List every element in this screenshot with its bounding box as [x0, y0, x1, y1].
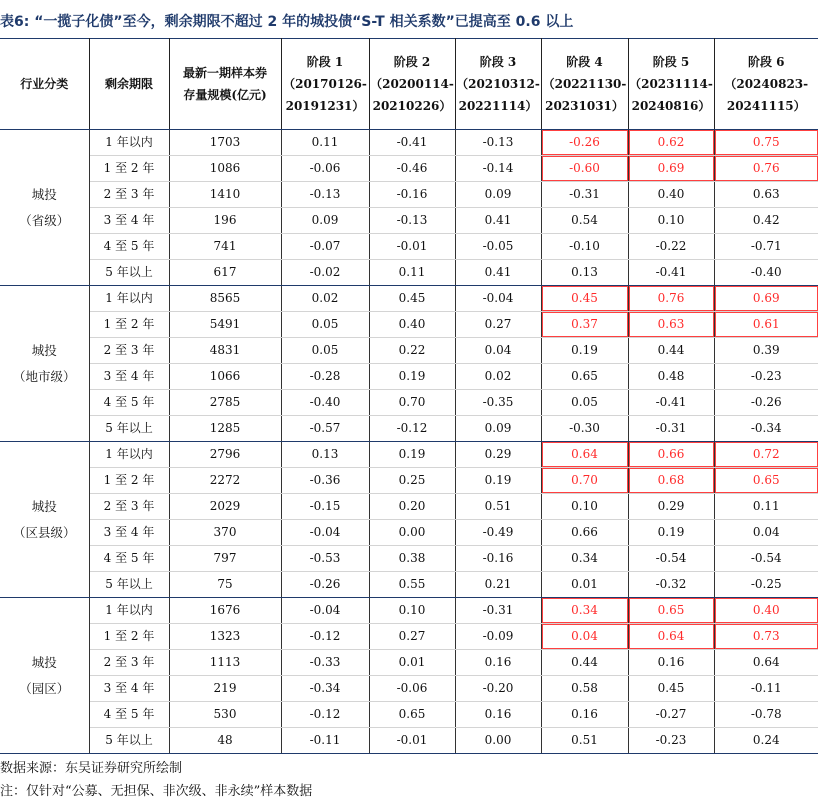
column-header-line: 20241115）	[726, 99, 806, 113]
correlation-cell: -0.34	[281, 676, 369, 702]
column-header-line: 20231031）	[545, 99, 624, 113]
category-cell	[0, 286, 89, 442]
correlation-cell: 0.66	[628, 442, 714, 468]
table-row	[0, 598, 818, 624]
table-row	[0, 728, 818, 754]
correlation-cell: 0.39	[714, 338, 818, 364]
correlation-cell: -0.13	[281, 182, 369, 208]
correlation-cell: 0.27	[369, 624, 455, 650]
size-cell: 5491	[169, 312, 281, 338]
correlation-cell: 0.45	[541, 286, 628, 312]
size-cell: 4831	[169, 338, 281, 364]
size-cell: 1066	[169, 364, 281, 390]
correlation-cell: -0.23	[628, 728, 714, 754]
column-header	[89, 39, 169, 130]
table-header-row	[0, 39, 818, 130]
correlation-cell: -0.26	[714, 390, 818, 416]
correlation-cell: 0.72	[714, 442, 818, 468]
category-label: （省级）	[19, 212, 70, 228]
column-header-line: （20231114-	[629, 77, 713, 91]
correlation-cell: 0.63	[714, 182, 818, 208]
correlation-cell: -0.31	[541, 182, 628, 208]
column-header-line: 阶段 4	[566, 55, 603, 69]
correlation-cell: 0.10	[541, 494, 628, 520]
size-cell: 617	[169, 260, 281, 286]
correlation-cell: -0.04	[455, 286, 541, 312]
correlation-cell: -0.16	[455, 546, 541, 572]
correlation-cell: 0.05	[281, 338, 369, 364]
correlation-cell: 0.25	[369, 468, 455, 494]
term-cell: 4 至 5 年	[89, 546, 169, 572]
table-row	[0, 494, 818, 520]
correlation-cell: -0.78	[714, 702, 818, 728]
correlation-cell: 0.68	[628, 468, 714, 494]
size-cell: 1086	[169, 156, 281, 182]
column-header	[369, 39, 455, 130]
size-cell: 1410	[169, 182, 281, 208]
correlation-cell: -0.06	[369, 676, 455, 702]
correlation-cell: 0.51	[455, 494, 541, 520]
category-label: 城投	[31, 186, 57, 202]
term-cell: 2 至 3 年	[89, 338, 169, 364]
correlation-cell: 0.04	[714, 520, 818, 546]
column-header	[169, 39, 281, 130]
correlation-cell: 0.16	[455, 650, 541, 676]
term-cell: 1 至 2 年	[89, 624, 169, 650]
category-label: 城投	[31, 498, 57, 514]
correlation-cell: -0.26	[541, 130, 628, 156]
correlation-cell: -0.09	[455, 624, 541, 650]
correlation-cell: 0.37	[541, 312, 628, 338]
size-cell: 741	[169, 234, 281, 260]
category-label: （区县级）	[12, 524, 76, 540]
correlation-cell: -0.35	[455, 390, 541, 416]
column-header-line: 阶段 1	[306, 55, 344, 69]
correlation-cell: -0.71	[714, 234, 818, 260]
column-header	[0, 39, 89, 130]
correlation-cell: 0.45	[369, 286, 455, 312]
category-label: 城投	[31, 654, 57, 670]
term-cell: 3 至 4 年	[89, 676, 169, 702]
term-cell: 3 至 4 年	[89, 208, 169, 234]
correlation-cell: -0.34	[714, 416, 818, 442]
correlation-cell: 0.61	[714, 312, 818, 338]
category-cell	[0, 598, 89, 754]
correlation-cell: -0.41	[369, 130, 455, 156]
correlation-cell: 0.27	[455, 312, 541, 338]
correlation-cell: 0.10	[369, 598, 455, 624]
correlation-cell: -0.11	[281, 728, 369, 754]
correlation-cell: 0.76	[628, 286, 714, 312]
correlation-cell: -0.10	[541, 234, 628, 260]
correlation-cell: 0.45	[628, 676, 714, 702]
term-cell: 4 至 5 年	[89, 390, 169, 416]
term-cell: 2 至 3 年	[89, 650, 169, 676]
table-row	[0, 572, 818, 598]
correlation-table	[0, 38, 818, 754]
correlation-cell: -0.49	[455, 520, 541, 546]
size-cell: 2796	[169, 442, 281, 468]
term-cell: 4 至 5 年	[89, 234, 169, 260]
correlation-cell: 0.20	[369, 494, 455, 520]
correlation-cell: 0.70	[369, 390, 455, 416]
correlation-cell: 0.16	[455, 702, 541, 728]
correlation-cell: 0.19	[369, 364, 455, 390]
correlation-cell: 0.64	[714, 650, 818, 676]
correlation-cell: 0.65	[541, 364, 628, 390]
table-row	[0, 676, 818, 702]
table-row	[0, 156, 818, 182]
correlation-cell: 0.22	[369, 338, 455, 364]
correlation-cell: 0.65	[628, 598, 714, 624]
size-cell: 8565	[169, 286, 281, 312]
size-cell: 1323	[169, 624, 281, 650]
correlation-cell: -0.07	[281, 234, 369, 260]
term-cell: 2 至 3 年	[89, 494, 169, 520]
correlation-cell: -0.01	[369, 728, 455, 754]
table-row	[0, 702, 818, 728]
correlation-cell: 0.38	[369, 546, 455, 572]
term-cell: 1 至 2 年	[89, 156, 169, 182]
size-cell: 2785	[169, 390, 281, 416]
correlation-cell: -0.57	[281, 416, 369, 442]
column-header-line: （20240823-	[724, 77, 809, 91]
correlation-cell: -0.60	[541, 156, 628, 182]
term-cell: 1 年以内	[89, 130, 169, 156]
column-header-line: （20200114-	[370, 77, 454, 91]
correlation-cell: 0.64	[541, 442, 628, 468]
table-row	[0, 624, 818, 650]
correlation-cell: 0.55	[369, 572, 455, 598]
correlation-cell: 0.16	[628, 650, 714, 676]
table-row	[0, 546, 818, 572]
correlation-cell: -0.33	[281, 650, 369, 676]
correlation-cell: 0.34	[541, 546, 628, 572]
correlation-cell: -0.31	[628, 416, 714, 442]
correlation-cell: 0.69	[714, 286, 818, 312]
table-row	[0, 390, 818, 416]
column-header-line: 阶段 3	[479, 55, 517, 69]
correlation-cell: 0.62	[628, 130, 714, 156]
table-row	[0, 234, 818, 260]
table-row	[0, 442, 818, 468]
correlation-cell: 0.19	[455, 468, 541, 494]
correlation-cell: 0.54	[541, 208, 628, 234]
term-cell: 2 至 3 年	[89, 182, 169, 208]
term-cell: 1 年以内	[89, 598, 169, 624]
correlation-cell: 0.41	[455, 260, 541, 286]
size-cell: 48	[169, 728, 281, 754]
table-row	[0, 286, 818, 312]
size-cell: 1676	[169, 598, 281, 624]
table-row	[0, 520, 818, 546]
term-cell: 5 年以上	[89, 572, 169, 598]
column-header-line: 20210226）	[372, 99, 452, 113]
correlation-cell: 0.11	[281, 130, 369, 156]
correlation-cell: -0.05	[455, 234, 541, 260]
correlation-cell: -0.46	[369, 156, 455, 182]
correlation-cell: 0.02	[281, 286, 369, 312]
table-row	[0, 312, 818, 338]
correlation-cell: 0.09	[455, 182, 541, 208]
correlation-cell: -0.40	[714, 260, 818, 286]
correlation-cell: 0.34	[541, 598, 628, 624]
correlation-cell: 0.02	[455, 364, 541, 390]
correlation-cell: 0.13	[541, 260, 628, 286]
correlation-cell: 0.42	[714, 208, 818, 234]
category-label: （地市级）	[12, 368, 76, 384]
correlation-cell: 0.21	[455, 572, 541, 598]
correlation-cell: -0.41	[628, 260, 714, 286]
size-cell: 1703	[169, 130, 281, 156]
correlation-cell: -0.54	[628, 546, 714, 572]
correlation-cell: -0.02	[281, 260, 369, 286]
column-header-line: （20221130-	[542, 77, 627, 91]
column-header-line: 20191231）	[285, 99, 365, 113]
correlation-cell: -0.04	[281, 598, 369, 624]
correlation-cell: 0.40	[369, 312, 455, 338]
size-cell: 1113	[169, 650, 281, 676]
correlation-cell: -0.16	[369, 182, 455, 208]
correlation-cell: -0.20	[455, 676, 541, 702]
correlation-cell: 0.09	[281, 208, 369, 234]
term-cell: 1 年以内	[89, 286, 169, 312]
correlation-cell: 0.04	[541, 624, 628, 650]
correlation-cell: -0.40	[281, 390, 369, 416]
correlation-cell: 0.76	[714, 156, 818, 182]
correlation-cell: 0.75	[714, 130, 818, 156]
correlation-cell: -0.14	[455, 156, 541, 182]
correlation-cell: 0.19	[369, 442, 455, 468]
correlation-cell: -0.13	[455, 130, 541, 156]
correlation-cell: 0.01	[541, 572, 628, 598]
correlation-cell: 0.65	[369, 702, 455, 728]
correlation-cell: 0.51	[541, 728, 628, 754]
column-header	[281, 39, 369, 130]
correlation-cell: 0.41	[455, 208, 541, 234]
column-header	[455, 39, 541, 130]
category-label: 城投	[31, 342, 57, 358]
column-header-line: （20210312-	[456, 77, 540, 91]
column-header-line: 存量规模(亿元)	[183, 88, 267, 102]
term-cell: 3 至 4 年	[89, 364, 169, 390]
table-row	[0, 364, 818, 390]
correlation-cell: -0.12	[281, 624, 369, 650]
term-cell: 5 年以上	[89, 416, 169, 442]
correlation-cell: 0.64	[628, 624, 714, 650]
correlation-cell: -0.28	[281, 364, 369, 390]
correlation-cell: 0.24	[714, 728, 818, 754]
column-header	[628, 39, 714, 130]
correlation-cell: 0.13	[281, 442, 369, 468]
table-row	[0, 130, 818, 156]
table-row	[0, 208, 818, 234]
correlation-cell: -0.31	[455, 598, 541, 624]
correlation-cell: 0.19	[628, 520, 714, 546]
correlation-cell: -0.32	[628, 572, 714, 598]
column-header-line: 20221114）	[458, 99, 538, 113]
size-cell: 196	[169, 208, 281, 234]
size-cell: 530	[169, 702, 281, 728]
correlation-cell: 0.10	[628, 208, 714, 234]
column-header-line: 剩余期限	[104, 77, 153, 91]
correlation-cell: 0.01	[369, 650, 455, 676]
correlation-cell: -0.11	[714, 676, 818, 702]
correlation-cell: -0.25	[714, 572, 818, 598]
correlation-cell: -0.13	[369, 208, 455, 234]
correlation-cell: -0.27	[628, 702, 714, 728]
size-cell: 75	[169, 572, 281, 598]
correlation-cell: -0.15	[281, 494, 369, 520]
data-source-note: 数据来源：东吴证券研究所绘制	[0, 761, 183, 776]
category-cell	[0, 130, 89, 286]
correlation-cell: 0.29	[455, 442, 541, 468]
size-cell: 370	[169, 520, 281, 546]
correlation-cell: 0.48	[628, 364, 714, 390]
correlation-cell: -0.41	[628, 390, 714, 416]
column-header-line: 20240816）	[631, 99, 711, 113]
size-cell: 2272	[169, 468, 281, 494]
correlation-cell: 0.11	[369, 260, 455, 286]
size-cell: 219	[169, 676, 281, 702]
correlation-cell: 0.66	[541, 520, 628, 546]
term-cell: 1 至 2 年	[89, 312, 169, 338]
term-cell: 3 至 4 年	[89, 520, 169, 546]
correlation-cell: -0.04	[281, 520, 369, 546]
column-header	[541, 39, 628, 130]
table-row	[0, 338, 818, 364]
correlation-cell: 0.65	[714, 468, 818, 494]
correlation-cell: 0.58	[541, 676, 628, 702]
correlation-cell: 0.29	[628, 494, 714, 520]
table-row	[0, 416, 818, 442]
correlation-cell: 0.40	[628, 182, 714, 208]
correlation-cell: 0.00	[455, 728, 541, 754]
table-row	[0, 650, 818, 676]
term-cell: 4 至 5 年	[89, 702, 169, 728]
correlation-cell: 0.63	[628, 312, 714, 338]
table-title: 表6: “一揽子化债”至今，剩余期限不超过 2 年的城投债“S-T 相关系数”已提高至 0.6 以上	[0, 14, 574, 30]
table-row	[0, 468, 818, 494]
correlation-cell: -0.36	[281, 468, 369, 494]
correlation-cell: 0.16	[541, 702, 628, 728]
category-cell	[0, 442, 89, 598]
correlation-cell: 0.40	[714, 598, 818, 624]
column-header-line: 最新一期样本券	[182, 66, 267, 80]
correlation-cell: 0.09	[455, 416, 541, 442]
table-body	[0, 130, 818, 754]
correlation-cell: 0.73	[714, 624, 818, 650]
correlation-cell: 0.04	[455, 338, 541, 364]
size-cell: 1285	[169, 416, 281, 442]
column-header-line: 阶段 6	[747, 55, 785, 69]
sample-note: 注：仅针对“公募、无担保、非次级、非永续”样本数据	[0, 784, 313, 799]
term-cell: 1 至 2 年	[89, 468, 169, 494]
correlation-cell: 0.00	[369, 520, 455, 546]
correlation-cell: 0.11	[714, 494, 818, 520]
column-header	[714, 39, 818, 130]
correlation-cell: -0.01	[369, 234, 455, 260]
column-header-line: 阶段 2	[393, 55, 431, 69]
correlation-cell: -0.12	[281, 702, 369, 728]
term-cell: 5 年以上	[89, 728, 169, 754]
term-cell: 1 年以内	[89, 442, 169, 468]
column-header-line: 阶段 5	[652, 55, 690, 69]
correlation-cell: 0.05	[541, 390, 628, 416]
correlation-cell: -0.06	[281, 156, 369, 182]
table-row	[0, 182, 818, 208]
correlation-cell: -0.22	[628, 234, 714, 260]
correlation-cell: -0.54	[714, 546, 818, 572]
correlation-cell: 0.44	[541, 650, 628, 676]
correlation-cell: -0.30	[541, 416, 628, 442]
correlation-cell: -0.23	[714, 364, 818, 390]
term-cell: 5 年以上	[89, 260, 169, 286]
correlation-cell: 0.70	[541, 468, 628, 494]
correlation-cell: -0.53	[281, 546, 369, 572]
correlation-cell: 0.05	[281, 312, 369, 338]
size-cell: 797	[169, 546, 281, 572]
column-header-line: （20170126-	[283, 77, 367, 91]
table-row	[0, 260, 818, 286]
correlation-cell: 0.44	[628, 338, 714, 364]
correlation-cell: 0.69	[628, 156, 714, 182]
correlation-cell: -0.12	[369, 416, 455, 442]
category-label: （园区）	[19, 680, 70, 696]
column-header-line: 行业分类	[20, 77, 69, 91]
correlation-cell: 0.19	[541, 338, 628, 364]
correlation-cell: -0.26	[281, 572, 369, 598]
size-cell: 2029	[169, 494, 281, 520]
